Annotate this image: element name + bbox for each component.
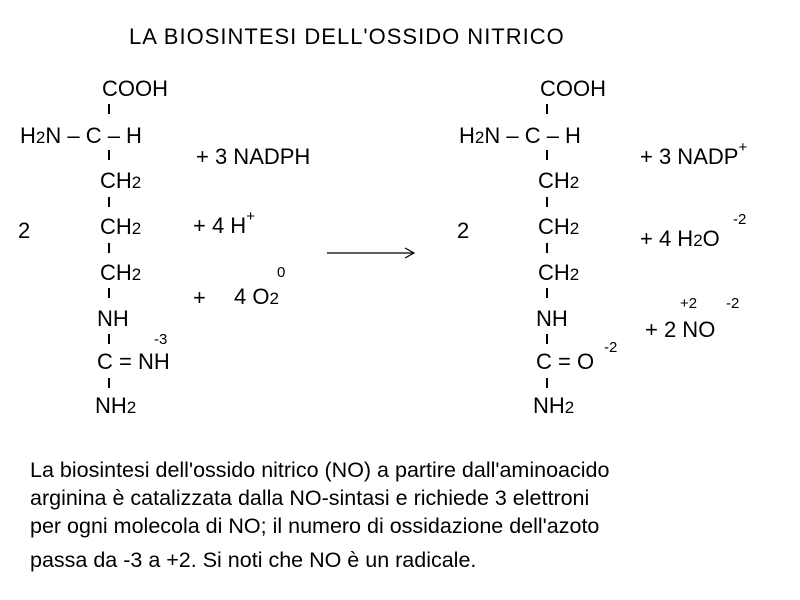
right-bond-7 bbox=[546, 378, 548, 388]
right-cooh: COOH bbox=[540, 76, 606, 101]
product-nadp: + 3 NADP+ bbox=[640, 139, 748, 169]
left-nh-oxidation: -3 bbox=[154, 331, 168, 348]
right-bond-5 bbox=[546, 288, 548, 298]
left-coefficient: 2 bbox=[18, 218, 31, 243]
product-no-o-oxidation: -2 bbox=[726, 295, 740, 312]
description-paragraph bbox=[30, 456, 790, 574]
left-bond-4 bbox=[108, 243, 110, 253]
reaction-arrow-icon bbox=[325, 243, 420, 263]
reagent-o2-plus: + bbox=[193, 285, 206, 310]
paragraph-line: arginina è catalizzata dalla NO-sintasi e richiede 3 elettroni bbox=[30, 486, 590, 510]
right-nh: NH bbox=[536, 306, 568, 331]
left-bond-6 bbox=[108, 334, 110, 344]
page-title: LA BIOSINTESI DELL'OSSIDO NITRICO bbox=[129, 24, 565, 49]
left-nh2: NH2 bbox=[95, 393, 137, 418]
paragraph-line: La biosintesi dell'ossido nitrico (NO) a partire dall'aminoacido bbox=[30, 458, 610, 482]
right-ch2-c: CH2 bbox=[538, 260, 580, 285]
left-ch2-b: CH2 bbox=[100, 214, 142, 239]
paragraph-line: passa da -3 a +2. Si noti che NO è un radicale. bbox=[30, 548, 477, 572]
left-c-eq-nh: C = NH bbox=[97, 349, 170, 374]
reagent-o2: 4 O2 bbox=[234, 284, 279, 309]
left-bond-1 bbox=[108, 104, 110, 114]
product-no: + 2 NO bbox=[645, 317, 716, 342]
right-coefficient: 2 bbox=[457, 218, 470, 243]
right-bond-3 bbox=[546, 197, 548, 207]
right-bond-6 bbox=[546, 334, 548, 344]
left-nh: NH bbox=[97, 306, 129, 331]
right-bond-2 bbox=[546, 150, 548, 160]
right-h2n-group: H2N – C – H bbox=[459, 123, 581, 148]
right-o-oxidation: -2 bbox=[604, 339, 618, 356]
left-ch2-c: CH2 bbox=[100, 260, 142, 285]
left-bond-2 bbox=[108, 150, 110, 160]
reagent-o2-oxidation: 0 bbox=[277, 264, 286, 281]
right-bond-1 bbox=[546, 104, 548, 114]
product-h2o: + 4 H2O bbox=[640, 226, 720, 251]
left-h2n-group: H2N – C – H bbox=[20, 123, 142, 148]
left-bond-7 bbox=[108, 378, 110, 388]
product-no-n-oxidation: +2 bbox=[680, 295, 698, 312]
right-ch2-a: CH2 bbox=[538, 168, 580, 193]
left-ch2-a: CH2 bbox=[100, 168, 142, 193]
reagent-h-plus: + 4 H+ bbox=[193, 208, 255, 238]
left-bond-3 bbox=[108, 197, 110, 207]
product-h2o-oxidation: -2 bbox=[733, 211, 747, 228]
right-bond-4 bbox=[546, 243, 548, 253]
right-c-eq-o: C = O bbox=[536, 349, 595, 374]
reagent-nadph: + 3 NADPH bbox=[196, 144, 311, 169]
left-bond-5 bbox=[108, 288, 110, 298]
left-cooh: COOH bbox=[102, 76, 168, 101]
right-nh2: NH2 bbox=[533, 393, 575, 418]
paragraph-line: per ogni molecola di NO; il numero di ossidazione dell'azoto bbox=[30, 514, 600, 538]
right-ch2-b: CH2 bbox=[538, 214, 580, 239]
